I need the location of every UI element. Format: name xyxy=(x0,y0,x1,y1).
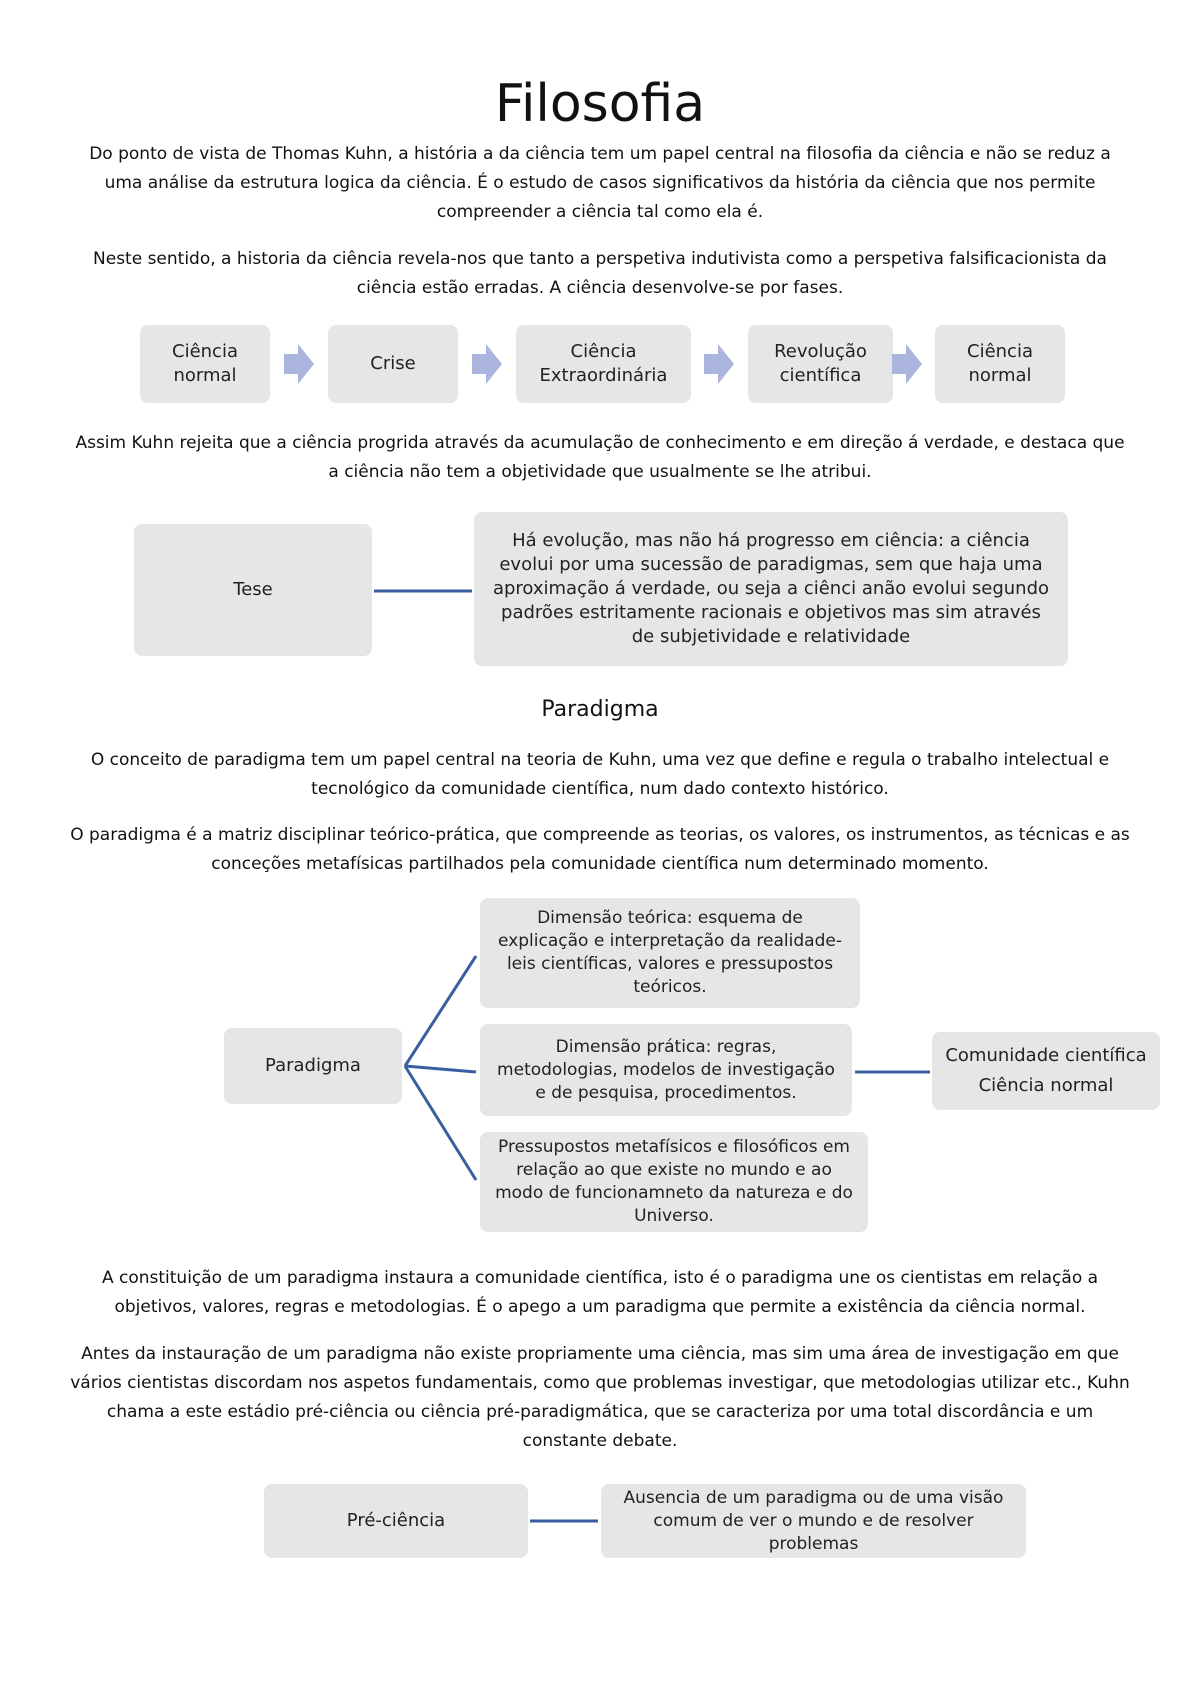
paradigma-root-box: Paradigma xyxy=(224,1028,402,1104)
paradigma-connector-middle xyxy=(405,1066,476,1072)
community-label: Comunidade científica xyxy=(945,1045,1147,1066)
page-title: Filosofia xyxy=(494,74,706,134)
preciencia-paragraph: Antes da instauração de um paradigma não existe propriamente uma ciência, mas sim uma área de investigação em que vários cientistas discordam nos aspetos fundamentais, como que problemas investigar, que metodologias utilizar etc., Kuhn chama a este estádio pré-ciência ou ciência pré-paradigmática, que se caracteriza por uma total discordância e um constante debate. xyxy=(70,1344,1130,1451)
preciencia-box: Pré-ciência xyxy=(264,1484,528,1558)
intro-paragraph-1: Do ponto de vista de Thomas Kuhn, a história a da ciência tem um papel central na filosofia da ciência e não se reduz a uma análise da estrutura logica da ciência. É o estudo de casos significativos da história da ciência que nos permite compreender a ciência tal como ela é. xyxy=(89,144,1111,222)
phase-box-1: Ciência normal xyxy=(140,325,270,403)
kuhn-paragraph: Assim Kuhn rejeita que a ciência progrida através da acumulação de conhecimento e em direção á verdade, e destaca que a ciência não tem a objetividade que usualmente se lhe atribui. xyxy=(75,433,1125,482)
normal-science-label: Ciência normal xyxy=(978,1075,1114,1096)
paradigma-connector-top xyxy=(405,956,476,1066)
intro-paragraph-2: Neste sentido, a historia da ciência revela-nos que tanto a perspetiva indutivista como a perspetiva falsificacionista da ciência estão erradas. A ciência desenvolve-se por fases. xyxy=(93,249,1107,298)
paradigma-paragraph-2: O paradigma é a matriz disciplinar teórico-prática, que compreende as teorias, os valores, os instrumentos, as técnicas e as conceções metafísicas partilhados pela comunidade científica num determinado momento. xyxy=(70,825,1130,874)
community-box xyxy=(932,1032,1160,1110)
preciencia-text-box: Ausencia de um paradigma ou de uma visão comum de ver o mundo e de resolver problemas xyxy=(601,1484,1026,1558)
phase-arrow-icon-3 xyxy=(704,344,734,384)
dimension-theoretical-box: Dimensão teórica: esquema de explicação e interpretação da realidade- leis científicas, valores e pressupostos teóricos. xyxy=(480,898,860,1008)
tese-text-box: Há evolução, mas não há progresso em ciência: a ciência evolui por uma sucessão de paradigmas, sem que haja uma aproximação á verdade, ou seja a ciênci anão evolui segundo padrões estritamente racionais e objetivos mas sim através de subjetividade e relatividade xyxy=(474,512,1068,666)
phase-box-2: Crise xyxy=(328,325,458,403)
paradigma-paragraph-1: O conceito de paradigma tem um papel central na teoria de Kuhn, uma vez que define e regula o trabalho intelectual e tecnológico da comunidade científica, num dado contexto histórico. xyxy=(90,750,1110,799)
community-paragraph: A constituição de um paradigma instaura a comunidade científica, isto é o paradigma une os cientistas em relação a objetivos, valores, regras e metodologias. É o apego a um paradigma que permite a existência da ciência normal. xyxy=(101,1268,1099,1317)
phase-box-5: Ciência normal xyxy=(935,325,1065,403)
phase-box-4: Revolução científica xyxy=(748,325,893,403)
paradigma-heading: Paradigma xyxy=(541,697,659,722)
phase-box-3: Ciência Extraordinária xyxy=(516,325,691,403)
dimension-practical-box: Dimensão prática: regras, metodologias, modelos de investigação e de pesquisa, procedimentos. xyxy=(480,1024,852,1116)
paradigma-connector-bottom xyxy=(405,1066,476,1180)
tese-box: Tese xyxy=(134,524,372,656)
phase-arrow-icon-4 xyxy=(892,344,922,384)
phase-arrow-icon-2 xyxy=(472,344,502,384)
metaphysical-assumptions-box: Pressupostos metafísicos e filosóficos em relação ao que existe no mundo e ao modo de funcionamneto da natureza e do Universo. xyxy=(480,1132,868,1232)
phase-arrow-icon-1 xyxy=(284,344,314,384)
